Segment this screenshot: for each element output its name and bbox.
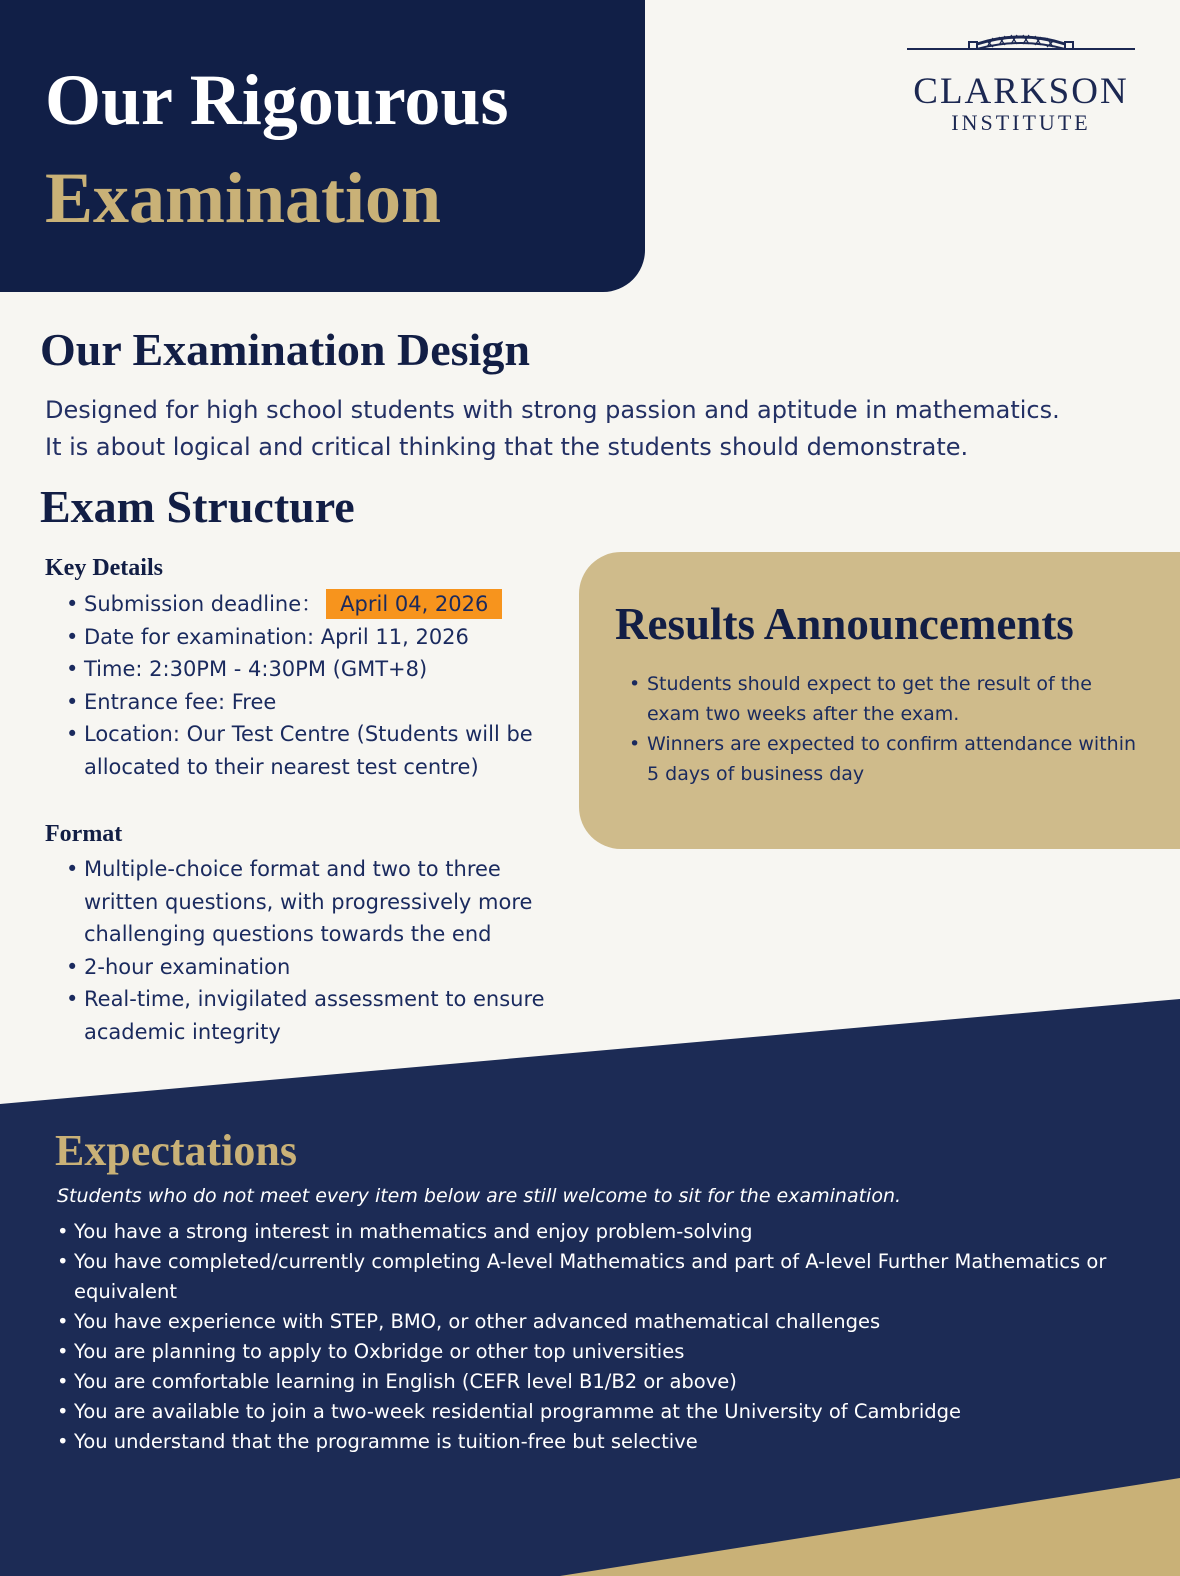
- list-item: • Date for examination: April 11, 2026: [62, 621, 562, 654]
- list-item: • Entrance fee: Free: [62, 686, 562, 719]
- design-heading: Our Examination Design: [40, 324, 530, 375]
- list-item: • Students should expect to get the result of the exam two weeks after the exam.: [625, 669, 1145, 729]
- list-item: • Time: 2:30PM - 4:30PM (GMT+8): [62, 653, 562, 686]
- expectations-heading: Expectations: [55, 1126, 297, 1175]
- format-heading: Format: [45, 821, 123, 847]
- list-item: • 2-hour examination: [62, 951, 562, 984]
- hero-title-line2: Examination: [45, 158, 442, 238]
- expectations-list: [56, 1217, 1126, 1457]
- hero-title-line1: Our Rigourous: [45, 60, 509, 140]
- logo-name: CLARKSON: [913, 71, 1129, 112]
- logo-subtitle: INSTITUTE: [951, 110, 1091, 135]
- expectations-intro: Students who do not meet every item below are still welcome to sit for the examination.: [57, 1185, 902, 1207]
- deadline-highlight: April 04, 2026: [326, 589, 502, 619]
- list-item: • You have experience with STEP, BMO, or other advanced mathematical challenges: [56, 1307, 1126, 1337]
- results-heading: Results Announcements: [615, 599, 1074, 649]
- list-item: • You have a strong interest in mathematics and enjoy problem-solving: [56, 1217, 1126, 1247]
- key-details-heading: Key Details: [45, 555, 163, 581]
- list-item: • You understand that the programme is tuition-free but selective: [56, 1427, 1126, 1457]
- structure-heading: Exam Structure: [40, 481, 355, 532]
- design-line: It is about logical and critical thinking that the students should demonstrate.: [45, 433, 969, 461]
- list-item: • You are planning to apply to Oxbridge or other top universities: [56, 1337, 1126, 1367]
- list-item: • You are available to join a two-week residential programme at the University of Cambridge: [56, 1397, 1126, 1427]
- list-item: • Location: Our Test Centre (Students will be allocated to their nearest test centre): [62, 718, 562, 783]
- list-item: • You have completed/currently completing A-level Mathematics and part of A-level Further Mathematics or equivalent: [56, 1247, 1126, 1307]
- list-item: • Multiple-choice format and two to three written questions, with progressively more challenging questions towards the end: [62, 853, 562, 951]
- design-line: Designed for high school students with strong passion and aptitude in mathematics.: [45, 396, 1060, 424]
- list-item: • Real-time, invigilated assessment to ensure academic integrity: [62, 983, 562, 1048]
- list-item: • Winners are expected to confirm attendance within 5 days of business day: [625, 729, 1145, 789]
- deadline-label: Submission deadline：: [84, 592, 323, 616]
- list-item: • You are comfortable learning in English (CEFR level B1/B2 or above): [56, 1367, 1126, 1397]
